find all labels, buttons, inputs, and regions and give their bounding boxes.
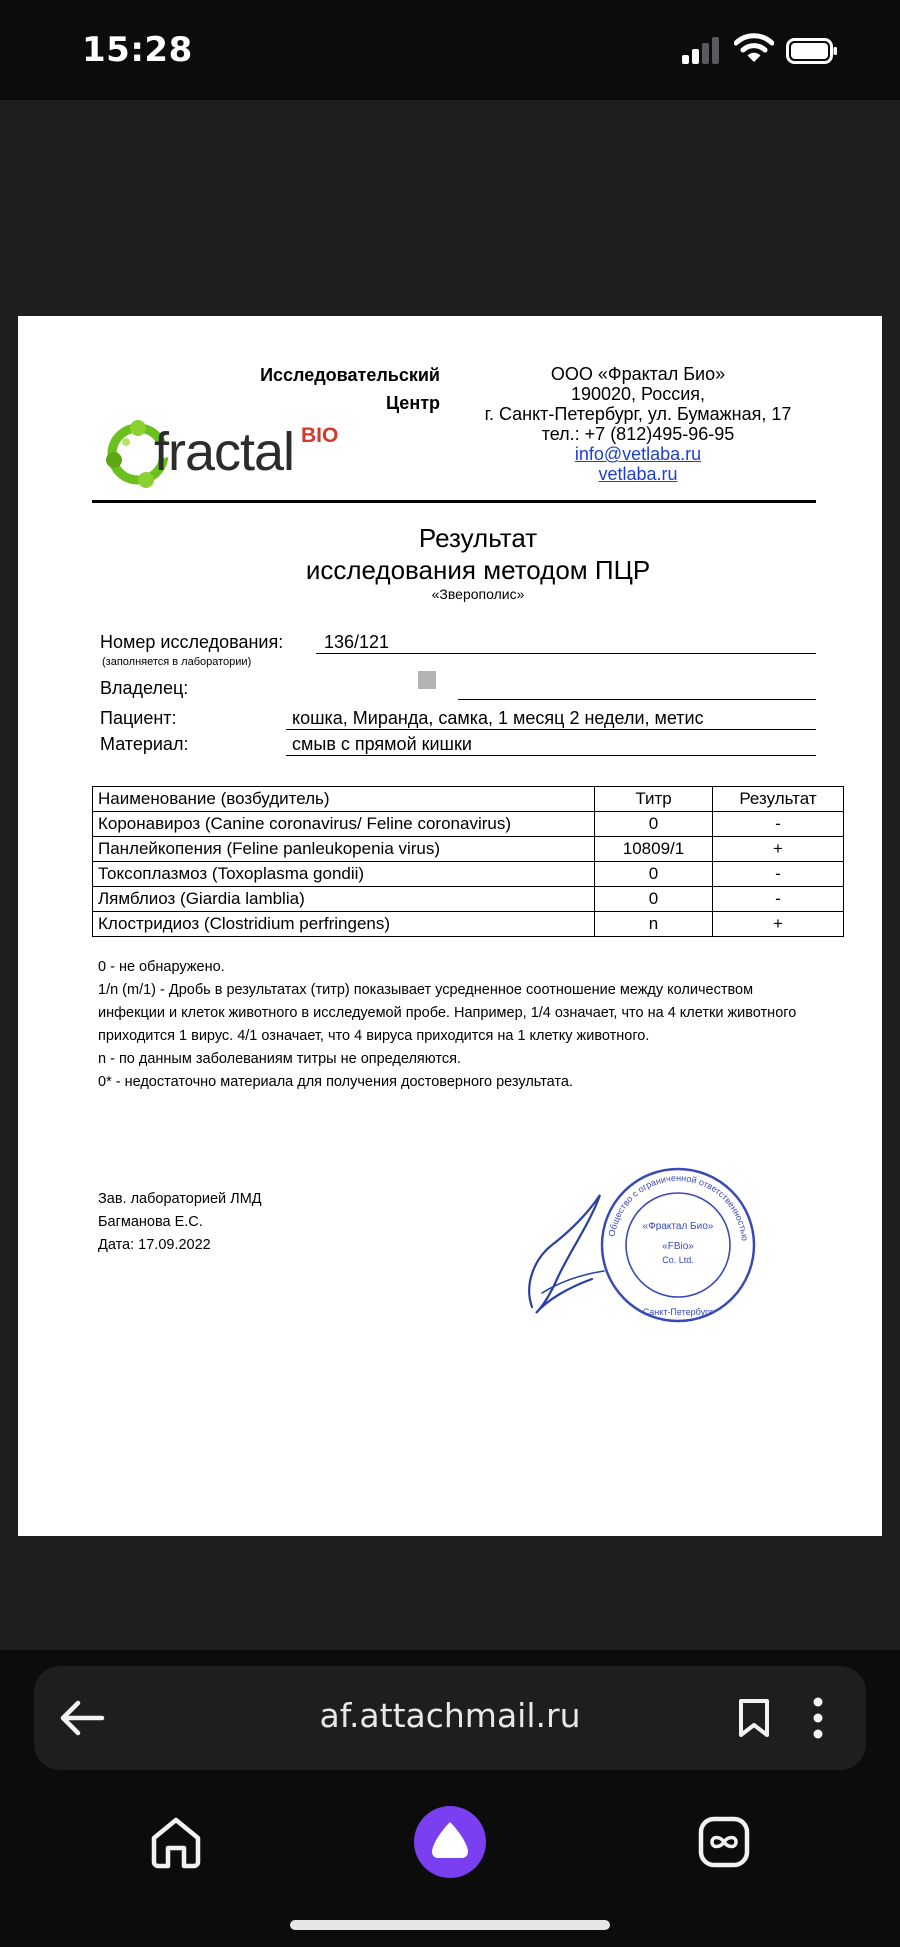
company-phone: тел.: +7 (812)495-96-95 [541, 424, 735, 444]
cell-pathogen: Клостридиоз (Clostridium perfringens) [93, 912, 595, 937]
stamp-city: Санкт-Петербург [642, 1307, 714, 1317]
study-number-value: 136/121 [324, 632, 390, 652]
status-time: 15:28 [82, 30, 193, 70]
owner-underline [458, 699, 816, 700]
study-number-note: (заполняется в лаборатории) [102, 656, 252, 668]
company-stamp [598, 1165, 758, 1325]
cell-result: + [713, 837, 844, 862]
url-text[interactable]: af.attachmail.ru [319, 1696, 581, 1735]
home-icon [148, 1814, 204, 1870]
logo-superscript: BIO [301, 424, 339, 447]
results-table [92, 786, 844, 937]
document-title [218, 522, 738, 586]
stamp-brand-sub: Co. Ltd. [662, 1255, 694, 1265]
document-page[interactable] [18, 316, 882, 1536]
cell-titer: 0 [595, 812, 713, 837]
cell-titer: 0 [595, 862, 713, 887]
table-row [93, 837, 844, 862]
stamp-outer-text: Общество с ограниченной ответственностью [606, 1172, 750, 1242]
cell-result: + [713, 912, 844, 937]
company-contacts [438, 364, 838, 484]
assistant-icon [412, 1804, 488, 1880]
signature-date: Дата: 17.09.2022 [98, 1237, 211, 1253]
research-center-line2: Центр [385, 393, 440, 413]
patient-value: кошка, Миранда, самка, 1 месяц 2 недели, метис [292, 708, 704, 728]
patient-underline [286, 729, 816, 730]
battery-icon [786, 38, 838, 64]
note-zero: 0 - не обнаружено. [98, 959, 225, 975]
stamp-and-signature [518, 1161, 778, 1336]
cell-titer: n [595, 912, 713, 937]
stamp-company: «Фрактал Био» [642, 1221, 714, 1232]
material-label: Материал: [100, 734, 189, 754]
signer-position: Зав. лабораторией ЛМД [98, 1191, 262, 1207]
logo-wordmark: fractal [154, 422, 295, 482]
title-line2: исследования методом ПЦР [305, 555, 651, 585]
legend-notes [98, 956, 798, 1094]
research-center-line1: Исследовательский [260, 365, 440, 385]
home-button[interactable] [140, 1806, 212, 1878]
study-number-label: Номер исследования: [100, 632, 284, 652]
cell-pathogen: Лямблиоз (Giardia lamblia) [93, 887, 595, 912]
status-bar [0, 0, 900, 100]
header-result: Результат [713, 787, 844, 812]
cellular-signal-icon [682, 36, 724, 64]
company-website-link[interactable]: vetlaba.ru [598, 464, 678, 484]
signature-block [98, 1188, 262, 1257]
owner-redacted-box [418, 671, 436, 689]
table-row [93, 812, 844, 837]
table-row [93, 887, 844, 912]
material-value: смыв с прямой кишки [292, 734, 472, 754]
tabs-button[interactable] [688, 1806, 760, 1878]
company-address: г. Санкт-Петербург, ул. Бумажная, 17 [484, 404, 792, 424]
table-row [93, 862, 844, 887]
clinic-name: «Зверополис» [431, 586, 525, 602]
fractal-bio-logo [98, 414, 348, 494]
title-line1: Результат [418, 523, 538, 553]
cell-titer: 10809/1 [595, 837, 713, 862]
company-name: ООО «Фрактал Био» [550, 364, 726, 384]
browser-toolbar [0, 1650, 900, 1947]
header-titer: Титр [595, 787, 713, 812]
signer-name: Багманова Е.С. [98, 1214, 203, 1230]
alice-assistant-button[interactable] [412, 1804, 488, 1880]
header-pathogen: Наименование (возбудитель) [93, 787, 595, 812]
tabs-infinity-icon [696, 1814, 752, 1870]
bookmark-button[interactable] [726, 1690, 782, 1746]
research-center-heading [244, 361, 440, 417]
patient-label: Пациент: [100, 708, 177, 728]
cell-pathogen: Коронавироз (Canine coronavirus/ Feline coronavirus) [93, 812, 595, 837]
cell-pathogen: Панлейкопения (Feline panleukopenia virus) [93, 837, 595, 862]
company-postal: 190020, Россия, [570, 384, 706, 404]
company-email-link[interactable]: info@vetlaba.ru [574, 444, 702, 464]
study-number-underline [316, 653, 816, 654]
menu-button[interactable] [798, 1690, 838, 1746]
home-indicator [290, 1920, 610, 1930]
cell-pathogen: Токсоплазмоз (Toxoplasma gondii) [93, 862, 595, 887]
bookmark-icon [737, 1697, 771, 1739]
cell-titer: 0 [595, 887, 713, 912]
note-insufficient: 0* - недостаточно материала для получения достоверного результата. [98, 1074, 574, 1090]
header-divider [92, 500, 816, 503]
table-header-row [93, 787, 844, 812]
document-viewer[interactable] [0, 100, 900, 1650]
material-underline [286, 755, 816, 756]
owner-label: Владелец: [100, 678, 189, 698]
note-fraction: 1/n (m/1) - Дробь в результатах (титр) показывает усредненное соотношение между количеством инфекции и клеток животного в исследуемой пробе. Например, 1/4 означает, что на 4 клетки животного приходится 1 вирус. 4/1 означает, что 4 вируса приходится на 1 клетку животного. [98, 982, 797, 1044]
cell-result: - [713, 862, 844, 887]
address-bar[interactable] [34, 1666, 866, 1770]
note-n: n - по данным заболеваниям титры не определяются. [98, 1051, 461, 1067]
stamp-brand: «FBio» [662, 1241, 694, 1252]
cell-result: - [713, 887, 844, 912]
cell-result: - [713, 812, 844, 837]
wifi-icon [734, 32, 774, 64]
more-vertical-icon [812, 1696, 824, 1740]
table-row [93, 912, 844, 937]
